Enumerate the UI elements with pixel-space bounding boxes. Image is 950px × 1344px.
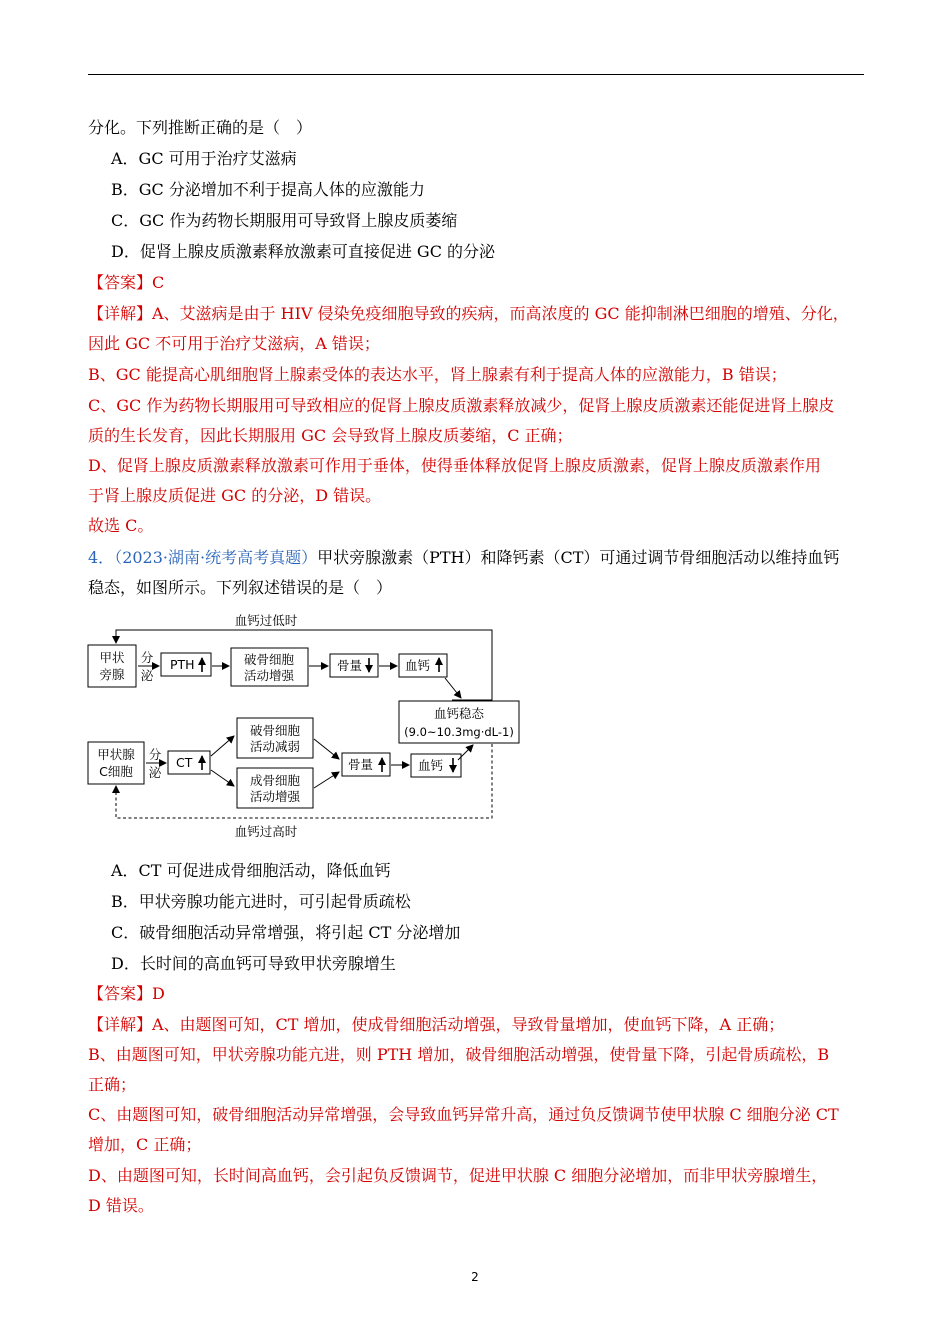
calcium-increase-label: 血钙	[405, 658, 431, 673]
q3-explanation-line: 质的生长发育，因此长期服用 GC 会导致肾上腺皮质萎缩，C 正确；	[88, 426, 573, 445]
q4-explanation-line: 正确；	[88, 1075, 137, 1094]
osteoclast-decrease-label: 破骨细胞	[249, 723, 301, 738]
q4-option-c: C．破骨细胞活动异常增强，将引起 CT 分泌增加	[111, 923, 461, 942]
q3-explanation-line: 于肾上腺皮质促进 GC 的分泌，D 错误。	[88, 486, 382, 505]
secrete-label: 泌	[140, 668, 154, 683]
bone-increase-label: 骨量	[348, 757, 374, 772]
q3-option-a: A．GC 可用于治疗艾滋病	[111, 149, 297, 168]
osteoblast-increase-label: 成骨细胞	[249, 773, 301, 788]
q4-option-b: B．甲状旁腺功能亢进时，可引起骨质疏松	[111, 892, 411, 911]
osteoclast-increase-label: 破骨细胞	[243, 652, 295, 667]
calcium-homeostasis-range: (9.0~10.3mg·dL-1)	[404, 725, 514, 739]
thyroid-c-cell-label: C细胞	[99, 764, 133, 779]
thyroid-c-cell-label: 甲状腺	[97, 747, 135, 762]
q3-option-c: C．GC 作为药物长期服用可导致肾上腺皮质萎缩	[111, 211, 458, 230]
q3-explanation-line: 因此 GC 不可用于治疗艾滋病，A 错误；	[88, 334, 380, 353]
q4-stem-text: 甲状旁腺激素（PTH）和降钙素（CT）可通过调节骨细胞活动以维持血钙	[317, 548, 840, 567]
osteoblast-increase-label: 活动增强	[249, 789, 301, 804]
header-rule	[88, 74, 864, 75]
q4-explanation-line: D 错误。	[88, 1196, 154, 1215]
q4-option-d: D．长时间的高血钙可导致甲状旁腺增生	[111, 954, 396, 973]
label-high-calcium: 血钙过高时	[234, 824, 298, 839]
ct-label: CT	[176, 755, 193, 770]
q3-option-d: D．促肾上腺皮质激素释放激素可直接促进 GC 的分泌	[111, 242, 496, 261]
osteoclast-decrease-label: 活动减弱	[249, 739, 301, 754]
q3-explanation-line: 故选 C。	[88, 516, 154, 535]
parathyroid-label: 旁腺	[99, 667, 125, 682]
q4-stem-line1	[88, 547, 839, 569]
q3-explanation-line: C、GC 作为药物长期服用可导致相应的促肾上腺皮质激素释放减少，促肾上腺皮质激素还能促进肾上腺皮	[88, 396, 835, 415]
secrete-label: 分	[140, 650, 154, 665]
q4-answer: 【答案】D	[88, 984, 165, 1003]
calcium-homeostasis-label: 血钙稳态	[433, 706, 485, 721]
q3-option-b: B．GC 分泌增加不利于提高人体的应激能力	[111, 180, 425, 199]
q3-explanation-line: B、GC 能提高心肌细胞肾上腺素受体的表达水平，肾上腺素有利于提高人体的应激能力，B 错误；	[88, 365, 787, 384]
q4-number: 4．	[88, 548, 115, 567]
q4-explanation-line: C、由题图可知，破骨细胞活动异常增强，会导致血钙异常升高，通过负反馈调节使甲状腺 C 细胞分泌 CT	[88, 1105, 839, 1124]
secrete-label: 分	[148, 747, 162, 762]
calcium-decrease-label: 血钙	[418, 758, 444, 773]
parathyroid-label: 甲状	[99, 650, 125, 665]
q4-stem-line2: 稳态，如图所示。下列叙述错误的是（ ）	[88, 578, 393, 597]
bone-decrease-label: 骨量	[337, 658, 363, 673]
q4-explanation-line: 【详解】A、由题图可知，CT 增加，使成骨细胞活动增强，导致骨量增加，使血钙下降，A 正确；	[88, 1015, 785, 1034]
q4-explanation-line: 增加，C 正确；	[88, 1135, 202, 1154]
q4-source: （2023·湖南·统考高考真题）	[114, 548, 318, 567]
q3-explanation-line: D、促肾上腺皮质激素释放激素可作用于垂体，使得垂体释放促肾上腺皮质激素，促肾上腺皮质激素作用	[88, 456, 821, 475]
secrete-label: 泌	[148, 765, 162, 780]
q3-explanation-line: 【详解】A、艾滋病是由于 HIV 侵染免疫细胞导致的疾病，而高浓度的 GC 能抑制淋巴细胞的增殖、分化，	[88, 304, 849, 323]
q4-explanation-line: B、由题图可知，甲状旁腺功能亢进，则 PTH 增加，破骨细胞活动增强，使骨量下降，引起骨质疏松，B	[88, 1045, 830, 1064]
q3-stem: 分化。下列推断正确的是（ ）	[88, 118, 313, 137]
q4-option-a: A．CT 可促进成骨细胞活动，降低血钙	[111, 861, 391, 880]
osteoclast-increase-label: 活动增强	[243, 668, 295, 683]
q3-answer: 【答案】C	[88, 273, 165, 292]
page-number: 2	[471, 1270, 479, 1284]
label-low-calcium: 血钙过低时	[234, 613, 298, 628]
pth-label: PTH	[170, 657, 195, 672]
calcium-regulation-diagram	[86, 608, 526, 844]
q4-explanation-line: D、由题图可知，长时间高血钙，会引起负反馈调节，促进甲状腺 C 细胞分泌增加，而非甲状旁腺增生，	[88, 1166, 828, 1185]
